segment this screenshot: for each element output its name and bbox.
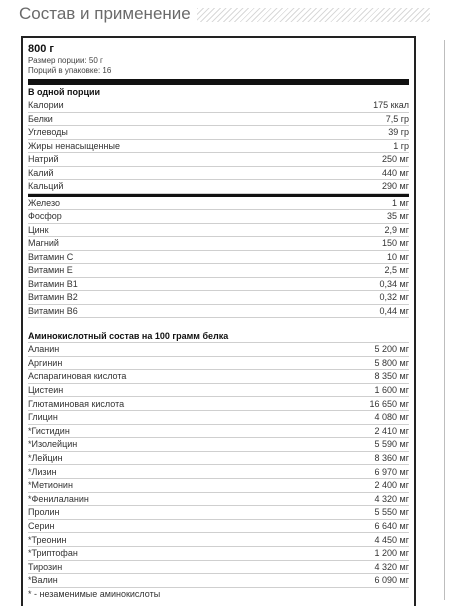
nutrient-value: 6 640 мг xyxy=(374,521,409,532)
nutrient-name: Калий xyxy=(28,167,54,178)
nutrient-row xyxy=(28,140,409,154)
nutrient-value: 6 090 мг xyxy=(374,575,409,586)
amino-row xyxy=(28,520,409,534)
nutrient-row xyxy=(28,113,409,127)
decorative-stripes xyxy=(197,8,430,22)
nutrient-value: 8 350 мг xyxy=(374,371,409,382)
nutrient-name: Белки xyxy=(28,113,53,124)
nutrient-value: 5 590 мг xyxy=(374,439,409,450)
nutrient-value: 2 400 мг xyxy=(374,480,409,491)
nutrient-row xyxy=(28,167,409,181)
nutrient-name: *Фенилаланин xyxy=(28,493,89,504)
nutrient-name: *Гистидин xyxy=(28,425,70,436)
footnote: * - незаменимые аминокислоты xyxy=(28,588,161,599)
nutrient-row xyxy=(28,126,409,140)
nutrient-value: 0,44 мг xyxy=(379,305,409,316)
section-title: Состав и применение xyxy=(19,4,191,23)
nutrient-value: 7,5 гр xyxy=(385,113,409,124)
nutrient-value: 250 мг xyxy=(382,154,409,165)
nutrient-row xyxy=(28,251,409,265)
nutrient-row xyxy=(28,278,409,292)
nutrient-name: Витамин В2 xyxy=(28,292,78,303)
nutrient-value: 35 мг xyxy=(387,211,409,222)
nutrient-row xyxy=(28,305,409,319)
nutrient-value: 1 мг xyxy=(392,197,409,208)
servings-per-package: Порций в упаковке: 16 xyxy=(28,66,112,75)
nutrient-row xyxy=(28,210,409,224)
nutrient-name: Железо xyxy=(28,197,60,208)
nutrient-name: Жиры ненасыщенные xyxy=(28,140,120,151)
nutrient-name: Глютаминовая кислота xyxy=(28,398,125,409)
nutrient-value: 150 мг xyxy=(382,238,409,249)
nutrient-name: Аланин xyxy=(28,344,60,355)
nutrient-value: 5 550 мг xyxy=(374,507,409,518)
nutrient-value: 440 мг xyxy=(382,167,409,178)
amino-row xyxy=(28,574,409,588)
nutrient-name: *Валин xyxy=(28,575,58,586)
amino-title: Аминокислотный состав на 100 грамм белка xyxy=(28,329,409,343)
nutrient-value: 0,34 мг xyxy=(379,278,409,289)
nutrient-name: Фосфор xyxy=(28,211,62,222)
nutrient-value: 8 360 мг xyxy=(374,453,409,464)
nutrient-name: *Изолейцин xyxy=(28,439,78,450)
amino-row xyxy=(28,411,409,425)
amino-row xyxy=(28,465,409,479)
nutrient-name: Цинк xyxy=(28,224,49,235)
nutrient-name: Витамин Е xyxy=(28,265,73,276)
nutrient-name: Натрий xyxy=(28,154,59,165)
amino-row xyxy=(28,493,409,507)
spacer xyxy=(28,318,409,329)
nutrient-name: Калории xyxy=(28,100,64,111)
amino-row xyxy=(28,357,409,371)
section-header xyxy=(0,0,450,32)
nutrient-value: 1 гр xyxy=(393,140,409,151)
nutrient-value: 4 320 мг xyxy=(374,561,409,572)
amino-row xyxy=(28,343,409,357)
minerals-vitamins-list xyxy=(28,197,409,319)
nutrient-name: Углеводы xyxy=(28,127,68,138)
nutrient-name: Аспарагиновая кислота xyxy=(28,371,127,382)
nutrient-name: Витамин С xyxy=(28,251,74,262)
nutrient-name: *Треонин xyxy=(28,534,67,545)
amino-row xyxy=(28,506,409,520)
nutrient-value: 290 мг xyxy=(382,181,409,192)
right-divider xyxy=(444,40,445,600)
nutrient-value: 2 410 мг xyxy=(374,425,409,436)
nutrient-value: 4 450 мг xyxy=(374,534,409,545)
nutrient-name: *Триптофан xyxy=(28,548,78,559)
amino-row xyxy=(28,370,409,384)
package-weight: 800 г xyxy=(28,43,54,55)
nutrient-row xyxy=(28,237,409,251)
per-serving-title: В одной порции xyxy=(28,87,101,97)
nutrient-row xyxy=(28,291,409,305)
nutrient-value: 2,5 мг xyxy=(384,265,409,276)
serving-size: Размер порции: 50 г xyxy=(28,56,103,65)
nutrient-name: Аргинин xyxy=(28,357,63,368)
nutrient-row xyxy=(28,99,409,113)
nutrient-value: 10 мг xyxy=(387,251,409,262)
nutrient-value: 39 гр xyxy=(388,127,409,138)
nutrient-name: Глицин xyxy=(28,412,58,423)
nutrition-facts-panel xyxy=(21,36,416,606)
amino-row xyxy=(28,425,409,439)
nutrient-value: 16 650 мг xyxy=(369,398,409,409)
amino-row xyxy=(28,438,409,452)
nutrient-value: 1 600 мг xyxy=(374,385,409,396)
nutrient-value: 175 ккал xyxy=(373,100,409,111)
nutrient-value: 5 800 мг xyxy=(374,357,409,368)
main-nutrients-list xyxy=(28,99,409,194)
nutrient-row xyxy=(28,153,409,167)
nutrient-name: Витамин В6 xyxy=(28,305,78,316)
nutrient-name: Пролин xyxy=(28,507,60,518)
nutrient-name: Магний xyxy=(28,238,59,249)
nutrient-value: 2,9 мг xyxy=(384,224,409,235)
amino-row xyxy=(28,452,409,466)
amino-row xyxy=(28,561,409,575)
nutrient-name: *Лейцин xyxy=(28,453,63,464)
amino-acids-list xyxy=(28,343,409,588)
amino-row xyxy=(28,533,409,547)
nutrient-row xyxy=(28,224,409,238)
amino-row xyxy=(28,547,409,561)
nutrient-value: 4 320 мг xyxy=(374,493,409,504)
nutrient-value: 4 080 мг xyxy=(374,412,409,423)
amino-row xyxy=(28,384,409,398)
nutrient-value: 0,32 мг xyxy=(379,292,409,303)
nutrient-name: *Метионин xyxy=(28,480,73,491)
nutrient-row xyxy=(28,264,409,278)
nutrient-name: Тирозин xyxy=(28,561,63,572)
amino-row xyxy=(28,397,409,411)
nutrient-value: 5 200 мг xyxy=(374,344,409,355)
nutrient-row xyxy=(28,197,409,211)
nutrient-name: Цистеин xyxy=(28,385,64,396)
nutrient-value: 1 200 мг xyxy=(374,548,409,559)
nutrient-value: 6 970 мг xyxy=(374,466,409,477)
nutrient-name: Витамин В1 xyxy=(28,278,78,289)
nutrient-name: Кальций xyxy=(28,181,64,192)
nutrient-name: Серин xyxy=(28,521,55,532)
nutrient-row xyxy=(28,180,409,194)
nutrient-name: *Лизин xyxy=(28,466,57,477)
amino-row xyxy=(28,479,409,493)
